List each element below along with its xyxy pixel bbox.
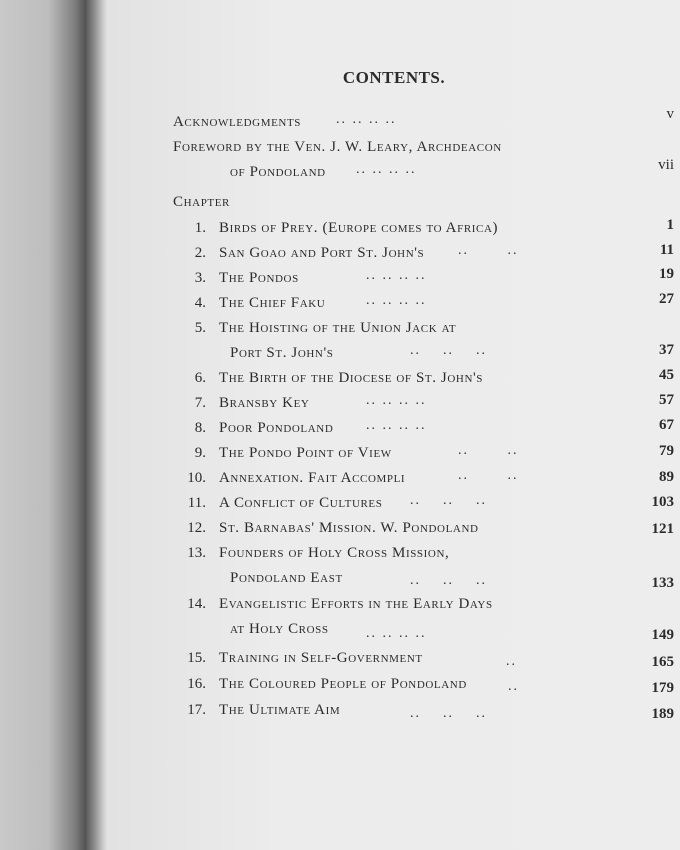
chapter-number: 2. bbox=[194, 245, 206, 261]
chapter-page: 179 bbox=[651, 680, 674, 696]
chapter-number: 5. bbox=[194, 320, 206, 336]
chapter-title-line2: Pondoland East bbox=[230, 570, 343, 586]
toc-page-number: vii bbox=[658, 157, 674, 173]
chapter-number: 13. bbox=[187, 545, 206, 561]
chapter-page: 19 bbox=[659, 266, 674, 282]
chapter-title: Bransby Key bbox=[219, 395, 310, 411]
chapter-title: A Conflict of Cultures bbox=[219, 495, 383, 511]
toc-leader-dots: .. .. .. .. bbox=[366, 393, 427, 408]
chapter-page: 189 bbox=[651, 706, 674, 722]
chapter-title: Training in Self-Government bbox=[219, 650, 423, 666]
toc-leader-dots: .. bbox=[508, 679, 519, 694]
chapter-title: The Chief Faku bbox=[219, 295, 326, 311]
chapter-title: The Hoisting of the Union Jack at bbox=[219, 320, 457, 336]
chapter-title: The Coloured People of Pondoland bbox=[219, 676, 467, 692]
chapter-number: 12. bbox=[187, 520, 206, 536]
chapter-number: 7. bbox=[194, 395, 206, 411]
chapter-page: 165 bbox=[651, 654, 674, 670]
toc-page-number: v bbox=[666, 106, 674, 122]
chapter-page: 67 bbox=[659, 417, 674, 433]
chapter-number: 3. bbox=[194, 270, 206, 286]
chapter-page: 103 bbox=[651, 494, 674, 510]
chapter-number: 10. bbox=[187, 470, 206, 486]
chapter-page: 57 bbox=[659, 392, 674, 408]
chapter-page: 45 bbox=[659, 367, 674, 383]
chapter-title: Founders of Holy Cross Mission, bbox=[219, 545, 450, 561]
chapter-page: 149 bbox=[651, 627, 674, 643]
book-gutter bbox=[86, 0, 108, 850]
chapter-title-line2: at Holy Cross bbox=[230, 621, 329, 637]
chapter-title: Annexation. Fait Accompli bbox=[219, 470, 406, 486]
chapter-page: 133 bbox=[651, 575, 674, 591]
toc-leader-dots: .. .. .. bbox=[410, 573, 487, 588]
chapter-title: The Pondos bbox=[219, 270, 299, 286]
chapter-page: 121 bbox=[651, 521, 674, 537]
chapter-title: St. Barnabas' Mission. W. Pondoland bbox=[219, 520, 479, 536]
chapter-title-line2: Port St. John's bbox=[230, 345, 334, 361]
chapter-number: 4. bbox=[194, 295, 206, 311]
facing-page bbox=[0, 0, 88, 850]
chapter-title: The Birth of the Diocese of St. John's bbox=[219, 370, 484, 386]
chapter-page: 1 bbox=[666, 217, 674, 233]
chapter-title: San Goao and Port St. John's bbox=[219, 245, 425, 261]
chapter-title: Evangelistic Efforts in the Early Days bbox=[219, 596, 493, 612]
toc-leader-dots: .. .. bbox=[458, 443, 519, 458]
toc-acknowledgments: Acknowledgments bbox=[173, 114, 301, 130]
chapter-number: 17. bbox=[187, 702, 206, 718]
toc-leader-dots: .. .. bbox=[458, 468, 519, 483]
chapter-page: 11 bbox=[659, 242, 674, 258]
chapter-title: Poor Pondoland bbox=[219, 420, 334, 436]
toc-leader-dots: .. .. .. .. bbox=[336, 112, 397, 127]
toc-leader-dots: .. .. .. .. bbox=[356, 162, 417, 177]
chapter-title: The Ultimate Aim bbox=[219, 702, 341, 718]
chapter-title: The Pondo Point of View bbox=[219, 445, 392, 461]
chapter-page: 79 bbox=[659, 443, 674, 459]
toc-leader-dots: .. .. .. bbox=[410, 493, 487, 508]
chapter-page: 89 bbox=[659, 469, 674, 485]
toc-foreword: Foreword by the Ven. J. W. Leary, Archdeacon bbox=[173, 139, 502, 155]
chapter-number: 6. bbox=[194, 370, 206, 386]
toc-leader-dots: .. .. .. .. bbox=[366, 418, 427, 433]
toc-leader-dots: .. .. .. bbox=[410, 343, 487, 358]
chapter-number: 15. bbox=[187, 650, 206, 666]
chapter-number: 14. bbox=[187, 596, 206, 612]
toc-leader-dots: .. .. .. .. bbox=[366, 626, 427, 641]
chapter-number: 1. bbox=[194, 220, 206, 236]
toc-leader-dots: .. .. .. .. bbox=[366, 268, 427, 283]
chapter-title: Birds of Prey. (Europe comes to Africa) bbox=[219, 220, 499, 236]
toc-leader-dots: .. .. .. .. bbox=[366, 293, 427, 308]
toc-leader-dots: .. .. .. bbox=[410, 706, 487, 721]
toc-leader-dots: .. .. bbox=[458, 243, 519, 258]
toc-leader-dots: .. bbox=[506, 654, 517, 669]
chapter-number: 11. bbox=[187, 495, 206, 511]
chapter-page: 27 bbox=[659, 291, 674, 307]
chapter-heading: Chapter bbox=[173, 194, 230, 210]
contents-page bbox=[108, 0, 680, 850]
chapter-number: 8. bbox=[194, 420, 206, 436]
chapter-number: 9. bbox=[194, 445, 206, 461]
toc-foreword-line2: of Pondoland bbox=[230, 164, 326, 180]
chapter-number: 16. bbox=[187, 676, 206, 692]
chapter-page: 37 bbox=[659, 342, 674, 358]
page-title: CONTENTS. bbox=[342, 68, 446, 87]
